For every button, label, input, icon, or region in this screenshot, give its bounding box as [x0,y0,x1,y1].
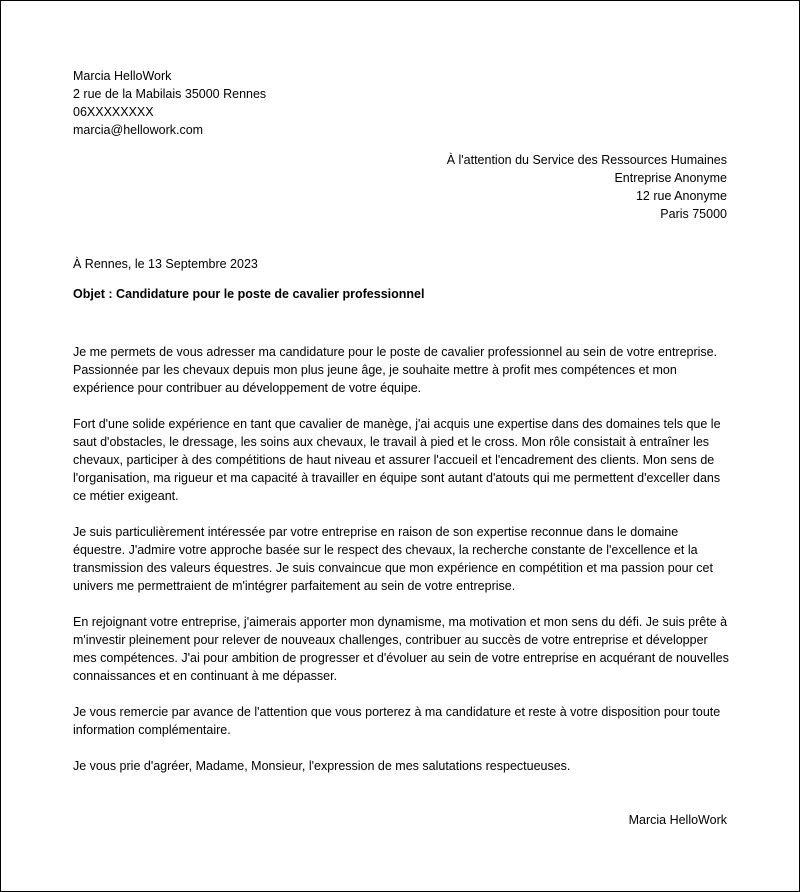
paragraph: En rejoignant votre entreprise, j'aimerais apporter mon dynamisme, ma motivation et mon sens du défi. Je suis prête à m'investir pleinement pour relever de nouveaux challenges, contribuer au succès de votre entreprise et développer mes compétences. J'ai pour ambition de progresser et d'évoluer au sein de votre entreprise en acquérant de nouvelles connaissances et en continuant à me dépasser. [73,615,729,683]
signature: Marcia HelloWork [628,813,727,827]
letter-body [73,343,729,793]
sender-name: Marcia HelloWork [73,69,172,83]
sender-block [73,67,266,139]
recipient-attention: À l'attention du Service des Ressources Humaines [446,153,727,167]
letter-date: À Rennes, le 13 Septembre 2023 [73,257,258,271]
recipient-street: 12 rue Anonyme [635,189,727,203]
paragraph: Je vous remercie par avance de l'attention que vous porterez à ma candidature et reste à votre disposition pour toute information complémentaire. [73,705,721,737]
sender-email: marcia@hellowork.com [73,123,204,137]
recipient-city: Paris 75000 [660,207,727,221]
sender-phone: 06XXXXXXXX [73,105,154,119]
closing-paragraph: Je vous prie d'agréer, Madame, Monsieur, l'expression de mes salutations respectueuses. [73,759,571,773]
paragraph: Je me permets de vous adresser ma candidature pour le poste de cavalier professionnel au sein de votre entreprise. Passionnée par les chevaux depuis mon plus jeune âge, je souhaite mettre à profit mes compétences et mon expérience pour contribuer au développement de votre équipe. [73,345,718,395]
recipient-block [447,151,727,223]
paragraph: Je suis particulièrement intéressée par votre entreprise en raison de son expertise reconnue dans le domaine équestre. J'admire votre approche basée sur le respect des chevaux, la recherche constante de l'excellence et la transmission des valeurs équestres. Je suis convaincue que mon expérience en compétition et ma passion pour cet univers me permettraient de m'intégrer parfaitement au sein de votre entreprise. [73,525,713,593]
sender-address: 2 rue de la Mabilais 35000 Rennes [73,87,267,101]
paragraph: Fort d'une solide expérience en tant que cavalier de manège, j'ai acquis une expertise dans des domaines tels que le saut d'obstacles, le dressage, les soins aux chevaux, le travail à pied et le cross. Mon rôle consistait à entraîner les chevaux, participer à des compétitions de haut niveau et assurer l'accueil et l'encadrement des clients. Mon sens de l'organisation, ma rigueur et ma capacité à travailler en équipe sont autant d'atouts qui me permettent d'exceller dans ce métier exigeant. [73,417,721,503]
recipient-company: Entreprise Anonyme [614,171,727,185]
letter-subject: Objet : Candidature pour le poste de cavalier professionnel [73,287,425,301]
